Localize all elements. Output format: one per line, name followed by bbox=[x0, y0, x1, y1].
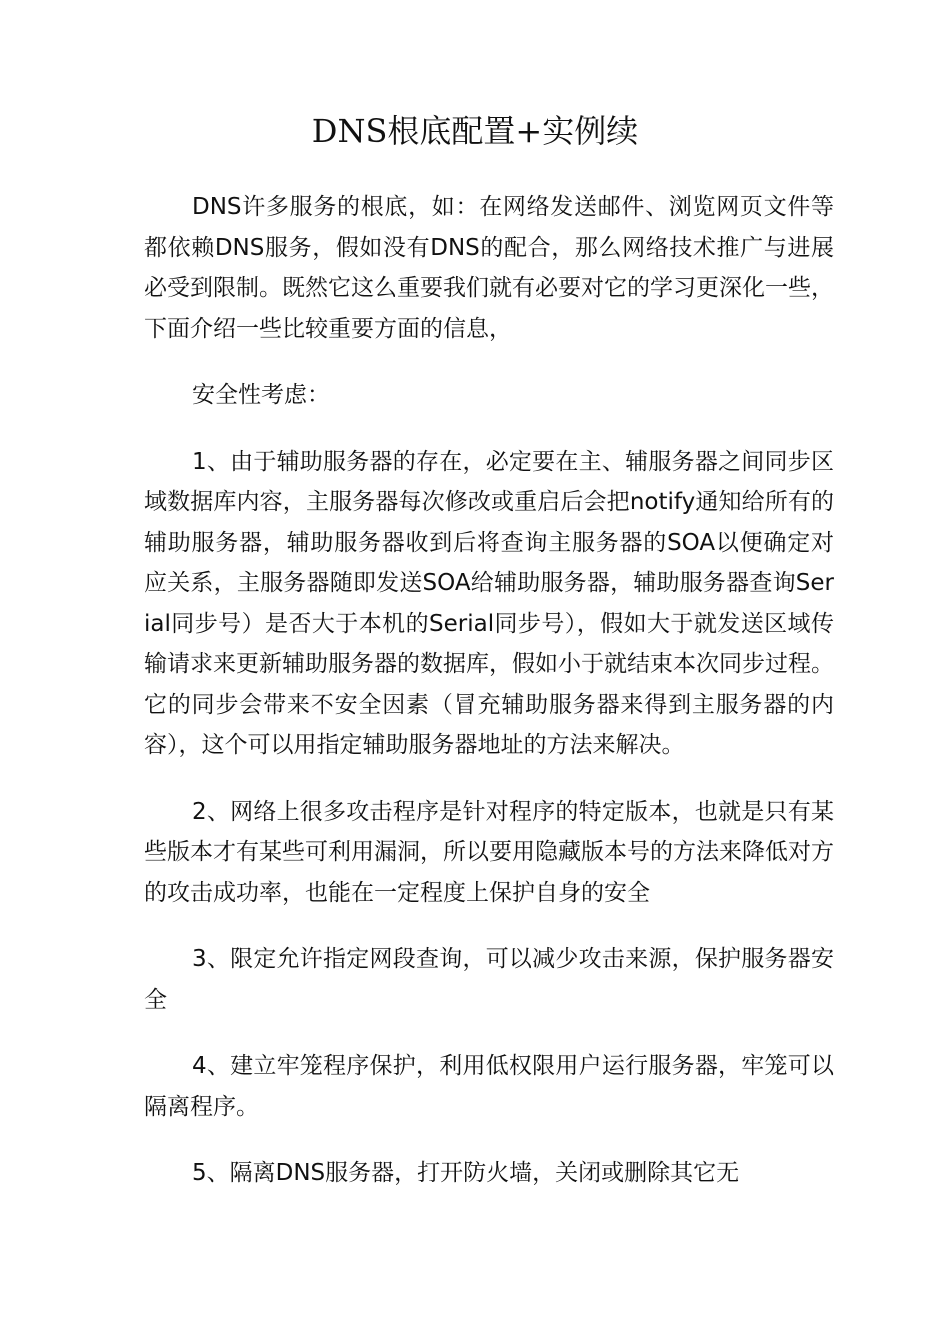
document-title: DNS根底配置+实例续 bbox=[311, 112, 639, 150]
paragraph-security-heading: 安全性考虑： bbox=[192, 382, 330, 408]
paragraph-item-5: 5、隔离DNS服务器，打开防火墙，关闭或删除其它无 bbox=[192, 1160, 740, 1186]
paragraph-intro: DNS许多服务的根底，如：在网络发送邮件、浏览网页文件等都依赖DNS服务，假如没有DNS的配合，那么网络技术推广与进展必受到限制。既然它这么重要我们就有必要对它的学习更深化一些，下面介绍一些比较重要方面的信息， bbox=[144, 194, 834, 342]
paragraph-item-4: 4、建立牢笼程序保护，利用低权限用户运行服务器，牢笼可以隔离程序。 bbox=[144, 1053, 834, 1120]
paragraph-item-1: 1、由于辅助服务器的存在，必定要在主、辅服务器之间同步区域数据库内容，主服务器每次修改或重启后会把notify通知给所有的辅助服务器，辅助服务器收到后将查询主服务器的SOA以便确定对应关系，主服务器随即发送SOA给辅助服务器，辅助服务器查询Serial同步号）是否大于本机的Serial同步号），假如大于就发送区域传输请求来更新辅助服务器的数据库，假如小于就结束本次同步过程。它的同步会带来不安全因素（冒充辅助服务器来得到主服务器的内容），这个可以用指定辅助服务器地址的方法来解决。 bbox=[144, 448, 834, 758]
paragraph-item-3: 3、限定允许指定网段查询，可以减少攻击来源，保护服务器安全 bbox=[144, 946, 834, 1013]
paragraph-item-2: 2、网络上很多攻击程序是针对程序的特定版本，也就是只有某些版本才有某些可利用漏洞，所以要用隐藏版本号的方法来降低对方的攻击成功率，也能在一定程度上保护自身的安全 bbox=[144, 798, 834, 906]
document-body bbox=[144, 187, 834, 1220]
